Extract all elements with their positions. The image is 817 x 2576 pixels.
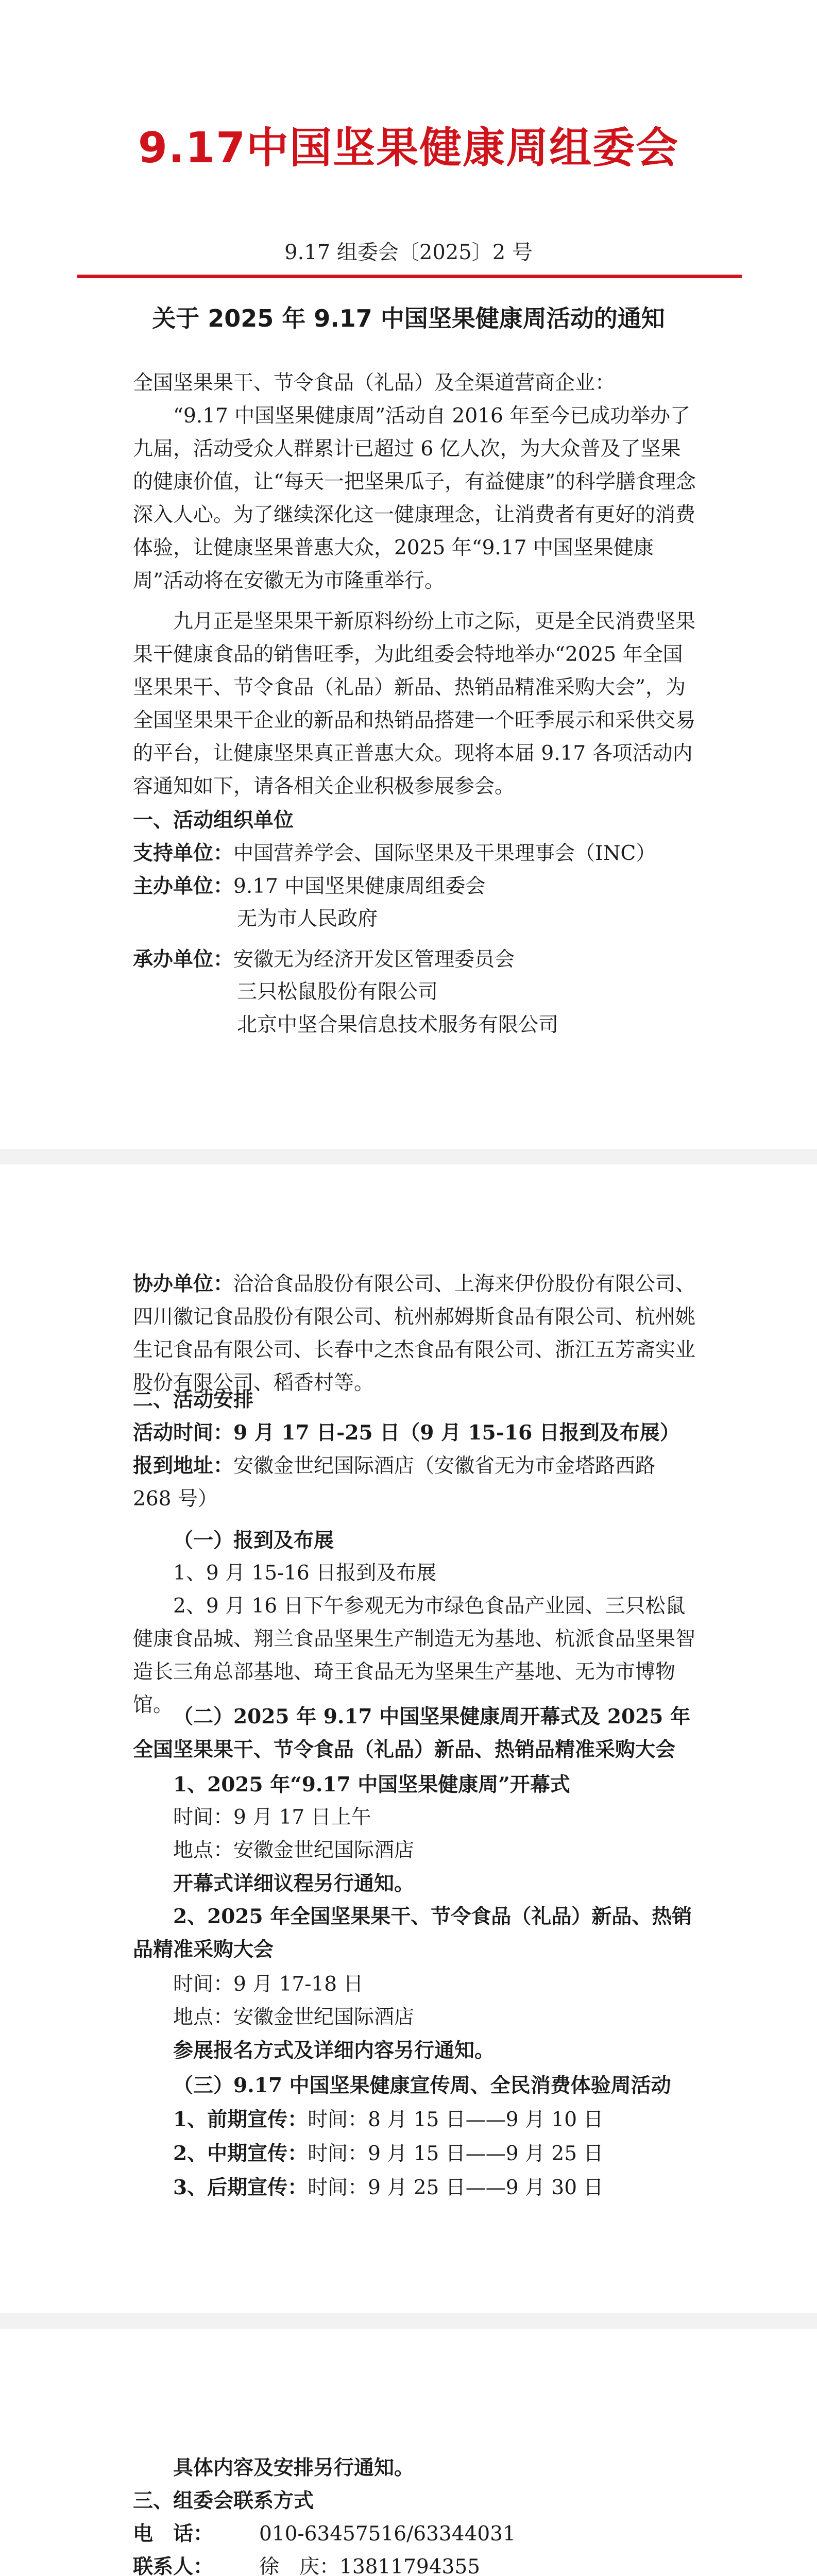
report-address-label: 报到地址：: [133, 1454, 234, 1478]
opening-ceremony-place: 地点：安徽金世纪国际酒店: [173, 1839, 415, 1862]
phase-row-2: [133, 2137, 700, 2171]
document-number: 9.17 组委会〔2025〕2 号: [284, 241, 533, 264]
host-unit-label: 主办单位：: [133, 874, 234, 898]
red-divider-line: [77, 275, 742, 278]
sub3-heading: （三）9.17 中国坚果健康宣传周、全民消费体验周活动: [173, 2074, 671, 2097]
report-address-value: 安徽金世纪国际酒店（安徽省无为市金塔路西路 268 号）: [133, 1454, 656, 1511]
purchase-fair-time: 时间：9 月 17-18 日: [173, 1973, 364, 1996]
contacts-label: 联系人：: [133, 2555, 214, 2576]
phase-row-1: [133, 2103, 700, 2137]
phase-value-2: 时间：9 月 15 日——9 月 25 日: [308, 2142, 604, 2165]
contact-name-1: 徐 庆：: [259, 2555, 340, 2576]
page-gap-2: [0, 2313, 817, 2329]
section2-heading: 二、活动安排: [133, 1388, 254, 1412]
sub1-item-1: 1、9 月 15-16 日报到及布展: [173, 1562, 437, 1585]
opening-ceremony-time: 时间：9 月 17 日上午: [173, 1806, 371, 1829]
phase-label-3: 3、后期宣传：: [173, 2176, 308, 2199]
report-address-row: [133, 1449, 700, 1516]
sub2-heading: （二）2025 年 9.17 中国坚果健康周开幕式及 2025 年全国坚果果干、节令食品（礼品）新品、热销品精准采购大会: [133, 1705, 690, 1761]
phone-label: 电 话：: [133, 2522, 214, 2546]
sub1-item-2: 2、9 月 16 日下午参观无为市绿色食品产业园、三只松鼠健康食品城、翔兰食品坚果生产制造无为基地、杭派食品坚果智造长三角总部基地、琦王食品无为坚果生产基地、无为市博物馆。: [133, 1595, 696, 1717]
phase-value-3: 时间：9 月 25 日——9 月 30 日: [308, 2176, 604, 2199]
activity-time-row: [133, 1416, 700, 1450]
co-unit-value: 洽洽食品股份有限公司、上海来伊份股份有限公司、四川徽记食品股份有限公司、杭州郝姆斯食品有限公司、杭州姚生记食品有限公司、长春中之杰食品有限公司、浙江五芳斋实业股份有限公司、稻香村等。: [133, 1273, 696, 1395]
phase-label-2: 2、中期宣传：: [173, 2142, 308, 2165]
notice-title: 关于 2025 年 9.17 中国坚果健康周活动的通知: [152, 304, 665, 332]
support-unit-value: 中国营养学会、国际坚果及干果理事会（INC）: [233, 842, 656, 865]
activity-time-label: 活动时间：: [133, 1421, 234, 1445]
phase-label-1: 1、前期宣传：: [173, 2108, 308, 2131]
org-header-title: 9.17中国坚果健康周组委会: [138, 124, 679, 173]
sub1-heading: （一）报到及布展: [173, 1529, 334, 1552]
intro-paragraph-1: “9.17 中国坚果健康周”活动自 2016 年至今已成功举办了九届，活动受众人群累计已超过 6 亿人次，为大众普及了坚果的健康价值，让“每天一把坚果瓜子，有益健康”的科学膳食理念深入人心。为了继续深化这一健康理念，让消费者有更好的消费体验，让健康坚果普惠大众，2025 年“9.17 中国坚果健康周”活动将在安徽无为市隆重举行。: [133, 404, 696, 592]
organizer-unit-value-2: 三只松鼠股份有限公司: [237, 980, 438, 1004]
phase-row-3: [133, 2171, 700, 2205]
contact-phone-1: 13811794355: [339, 2555, 480, 2576]
phone-value: 010-63457516/63344031: [259, 2522, 516, 2546]
organizer-unit-row: [133, 943, 700, 976]
organizer-unit-label: 承办单位：: [133, 947, 234, 971]
support-unit-row: [133, 837, 700, 870]
phase-value-1: 时间：8 月 15 日——9 月 10 日: [308, 2108, 604, 2131]
contact-row-1: [133, 2550, 700, 2576]
organizer-unit-value-3: 北京中坚合果信息技术服务有限公司: [237, 1013, 559, 1037]
purchase-fair-title: 2、2025 年全国坚果果干、节令食品（礼品）新品、热销品精准采购大会: [133, 1905, 692, 1961]
host-unit-value-2: 无为市人民政府: [237, 907, 378, 930]
activity-time-value: 9 月 17 日-25 日（9 月 15-16 日报到及布展）: [233, 1421, 680, 1445]
opening-ceremony-title: 1、2025 年“9.17 中国坚果健康周”开幕式: [173, 1773, 570, 1797]
details-note: 具体内容及安排另行通知。: [173, 2456, 415, 2480]
host-unit-row: [133, 870, 700, 903]
section3-heading: 三、组委会联系方式: [133, 2489, 314, 2513]
salutation: 全国坚果果干、节令食品（礼品）及全渠道营商企业：: [133, 371, 616, 395]
support-unit-label: 支持单位：: [133, 841, 234, 865]
host-unit-value-1: 9.17 中国坚果健康周组委会: [233, 875, 486, 898]
phone-row: [133, 2517, 700, 2551]
co-unit-paragraph: [133, 1267, 700, 1400]
opening-ceremony-note: 开幕式详细议程另行通知。: [173, 1872, 415, 1895]
page-gap-1: [0, 1149, 817, 1164]
section1-heading: 一、活动组织单位: [133, 808, 294, 832]
intro-paragraph-2: 九月正是坚果果干新原料纷纷上市之际，更是全民消费坚果果干健康食品的销售旺季，为此组委会特地举办“2025 年全国坚果果干、节令食品（礼品）新品、热销品精准采购大会”，为全国坚果果干企业的新品和热销品搭建一个旺季展示和采供交易的平台，让健康坚果真正普惠大众。现将本届 9.17 各项活动内容通知如下，请各相关企业积极参展参会。: [133, 610, 696, 798]
organizer-unit-value-1: 安徽无为经济开发区管理委员会: [233, 948, 515, 971]
purchase-fair-note: 参展报名方式及详细内容另行通知。: [173, 2039, 495, 2062]
purchase-fair-place: 地点：安徽金世纪国际酒店: [173, 2006, 415, 2029]
co-unit-label: 协办单位：: [133, 1272, 234, 1296]
